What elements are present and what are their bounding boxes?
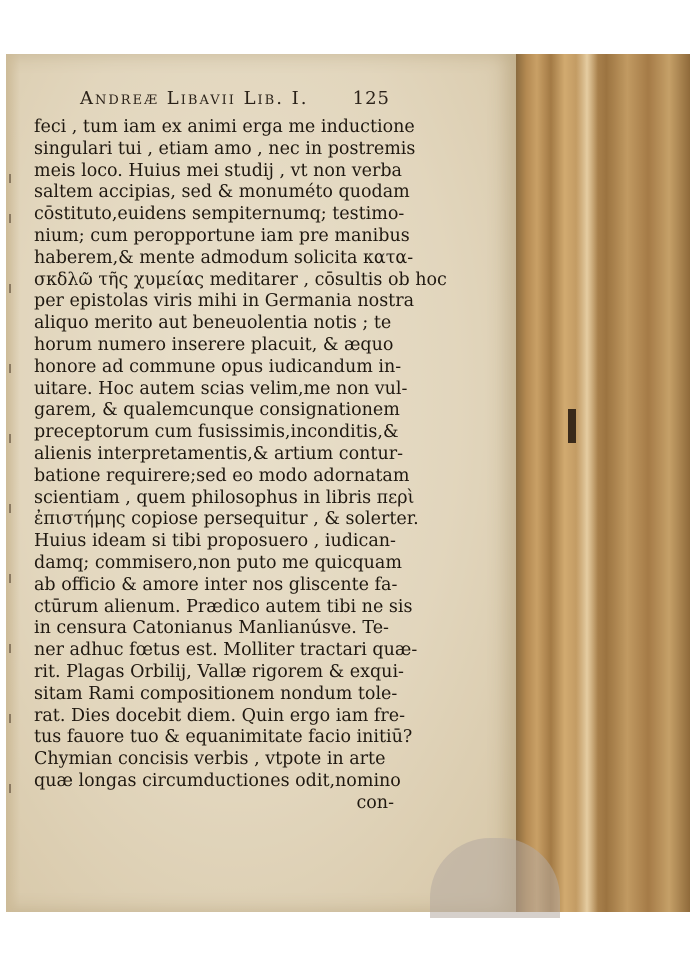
text-line: haberem,& mente admodum solicita κατα- [34, 247, 414, 268]
page-number: 125 [352, 88, 390, 109]
edge-highlight [576, 54, 598, 912]
gutter-mark [9, 714, 11, 723]
text-line: sitam Rami compositionem nondum tole- [34, 683, 398, 704]
bookmark-ribbon [568, 409, 576, 443]
text-line: ctūrum alienum. Prædico autem tibi ne sis [34, 596, 413, 617]
text-line: uitare. Hoc autem scias velim,me non vul- [34, 378, 408, 399]
text-line: honore ad commune opus iudicandum in- [34, 356, 402, 377]
text-line: tus fauore tuo & equanimitate facio initiū? [34, 727, 413, 748]
text-line: ab officio & amore inter nos gliscente fa- [34, 574, 398, 595]
text-line: in censura Catonianus Manlianúsve. Te- [34, 618, 389, 639]
gutter-marks [9, 174, 17, 814]
text-line: horum numero inserere placuit, & æquo [34, 334, 394, 355]
gutter-mark [9, 434, 11, 443]
text-line: σκδλῶ τῆς χυμείας meditarer , cōsultis ob hoc [34, 269, 447, 290]
text-line: ner adhuc fœtus est. Molliter tractari quæ- [34, 640, 418, 661]
body-text [34, 117, 447, 815]
text-line: damq; commisero,non puto me quicquam [34, 552, 402, 573]
text-line: batione requirere;sed eo modo adornatam [34, 465, 410, 486]
page-header [80, 88, 390, 112]
text-line: rit. Plagas Orbilij, Vallæ rigorem & exqui- [34, 661, 404, 682]
text-line: cōstituto,euidens sempiternumq; testimo- [34, 204, 405, 225]
gutter-mark [9, 364, 11, 373]
text-line: ἐπιστήμης copiose persequitur , & solerter. [34, 509, 419, 530]
text-line: meis loco. Huius mei studij , vt non verba [34, 160, 402, 181]
gutter-mark [9, 644, 11, 653]
text-line: singulari tui , etiam amo , nec in postremis [34, 138, 416, 159]
text-line: rat. Dies docebit diem. Quin ergo iam fre- [34, 705, 406, 726]
text-line: Huius ideam si tibi proposuero , iudican- [34, 531, 396, 552]
gutter-mark [9, 504, 11, 513]
text-line: feci , tum iam ex animi erga me inductione [34, 117, 415, 137]
text-line: saltem accipias, sed & monuméto quodam [34, 182, 410, 203]
text-line: alienis interpretamentis,& artium contur- [34, 443, 403, 464]
text-line: per epistolas viris mihi in Germania nostra [34, 291, 415, 312]
gutter-mark [9, 784, 11, 793]
book-page-edges [516, 54, 690, 912]
text-line: quæ longas circumductiones odit,nomino [34, 770, 401, 791]
text-line: nium; cum peropportune iam pre manibus [34, 225, 410, 246]
text-line: aliquo merito aut beneuolentia notis ; te [34, 313, 392, 334]
text-line: Chymian concisis verbis , vtpote in arte [34, 749, 386, 770]
text-line: scientiam , quem philosophus in libris περὶ [34, 487, 415, 508]
text-line: preceptorum cum fusissimis,inconditis,& [34, 422, 399, 443]
running-head: Andreæ Libavii Lib. I. [80, 88, 309, 109]
text-line: garem, & qualemcunque consignationem [34, 400, 400, 421]
gutter-mark [9, 214, 11, 223]
gutter-mark [9, 284, 11, 293]
gutter-mark [9, 574, 11, 583]
catchword: con- [356, 792, 394, 813]
gutter-mark [9, 174, 11, 183]
